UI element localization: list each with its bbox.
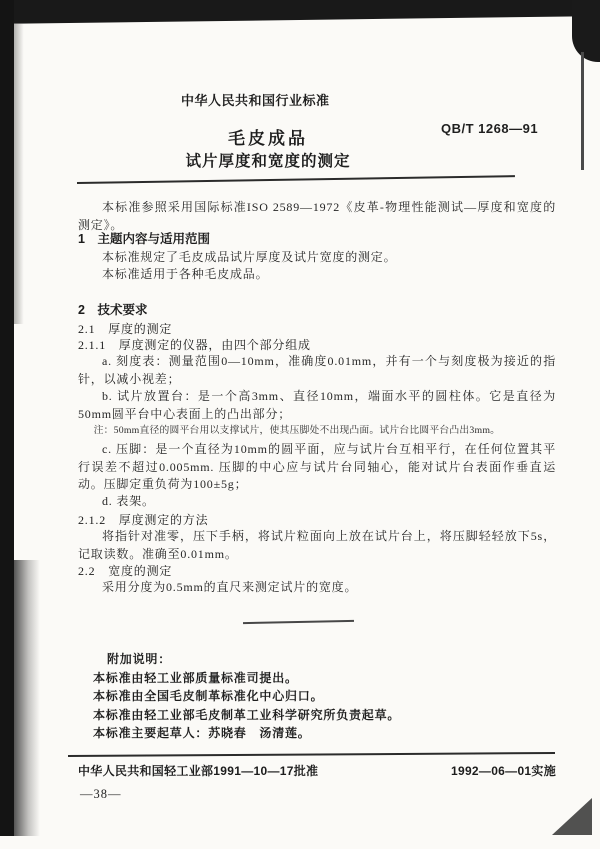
scan-edge-top [0, 0, 600, 24]
scan-edge-left [0, 0, 14, 836]
footer-divider-rule [68, 752, 555, 757]
scan-edge-right-line [581, 52, 584, 170]
subsection-2-1-heading: 2.1 厚度的测定 [78, 322, 173, 336]
addendum-heading: 附加说明： [107, 652, 172, 666]
subsection-2-1-1-heading: 2.1.1 厚度测定的仪器，由四个部分组成 [78, 338, 311, 352]
addendum-line-drafted-by: 本标准由轻工业部毛皮制革工业科学研究所负责起草。 [93, 708, 401, 722]
addendum-line-centralized-by: 本标准由全国毛皮制革标准化中心归口。 [93, 689, 324, 703]
section1-para1: 本标准规定了毛皮成品试片厚度及试片宽度的测定。 [102, 250, 397, 264]
scan-smudge-left-upper [14, 24, 28, 324]
intro-paragraph: 本标准参照采用国际标准ISO 2589—1972《皮革-物理性能测试—厚度和宽度的测定》。 [78, 200, 556, 232]
thickness-method-paragraph: 将指针对准零，压下手柄，将试片粒面向上放在试片台上，将压脚轻轻放下5s，记取读数。准确至0.01mm。 [78, 529, 556, 561]
section1-heading: 1 主题内容与适用范围 [78, 232, 210, 246]
subsection-2-2-heading: 2.2 宽度的测定 [78, 564, 173, 578]
section2-heading: 2 技术要求 [78, 303, 148, 317]
subsection-2-1-2-heading: 2.1.2 厚度测定的方法 [78, 513, 209, 527]
document-title-line2: 试片厚度和宽度的测定 [185, 153, 351, 170]
standard-number: QB/T 1268—91 [441, 121, 539, 136]
instrument-item-b: b. 试片放置台：是一个高3mm、直径10mm，端面水平的圆柱体。它是直径为50mm圆平台中心表面上的凸出部分； [78, 389, 556, 421]
instrument-note: 注：50mm直径的圆平台用以支撑试片，使其压脚处不出现凸面。试片台比圆平台凸出3mm。 [93, 425, 501, 436]
scan-smudge-bottom-right [552, 798, 592, 835]
instrument-item-d: d. 表架。 [102, 494, 155, 508]
instrument-item-c: c. 压脚：是一个直径为10mm的圆平面，应与试片台互相平行，在任何位置其平行误差不超过0.005mm. 压脚的中心应与试片台同轴心，能对试片台表面作垂直运动。压脚定重负荷为100±5g； [78, 442, 556, 491]
addendum-line-proposed-by: 本标准由轻工业部质量标准司提出。 [93, 671, 298, 685]
body-end-rule [243, 620, 354, 624]
section1-para2: 本标准适用于各种毛皮成品。 [102, 267, 269, 281]
width-method-paragraph: 采用分度为0.5mm的直尺来测定试片的宽度。 [102, 580, 358, 594]
title-divider-rule [77, 175, 515, 184]
instrument-item-a: a. 刻度表：测量范围0—10mm，准确度0.01mm，并有一个与刻度极为接近的指针，以减小视差； [78, 354, 556, 386]
page-number: —38— [80, 787, 122, 801]
document-title-line1: 毛皮成品 [228, 129, 308, 148]
approval-statement: 中华人民共和国轻工业部1991—10—17批准 [78, 764, 319, 778]
scan-corner-top-right [572, 0, 600, 62]
implementation-date: 1992—06—01实施 [451, 764, 556, 778]
scan-smudge-left-lower [14, 560, 40, 836]
standard-org-label: 中华人民共和国行业标准 [181, 93, 330, 108]
addendum-line-drafters: 本标准主要起草人：苏晓春 汤清莲。 [93, 726, 311, 740]
